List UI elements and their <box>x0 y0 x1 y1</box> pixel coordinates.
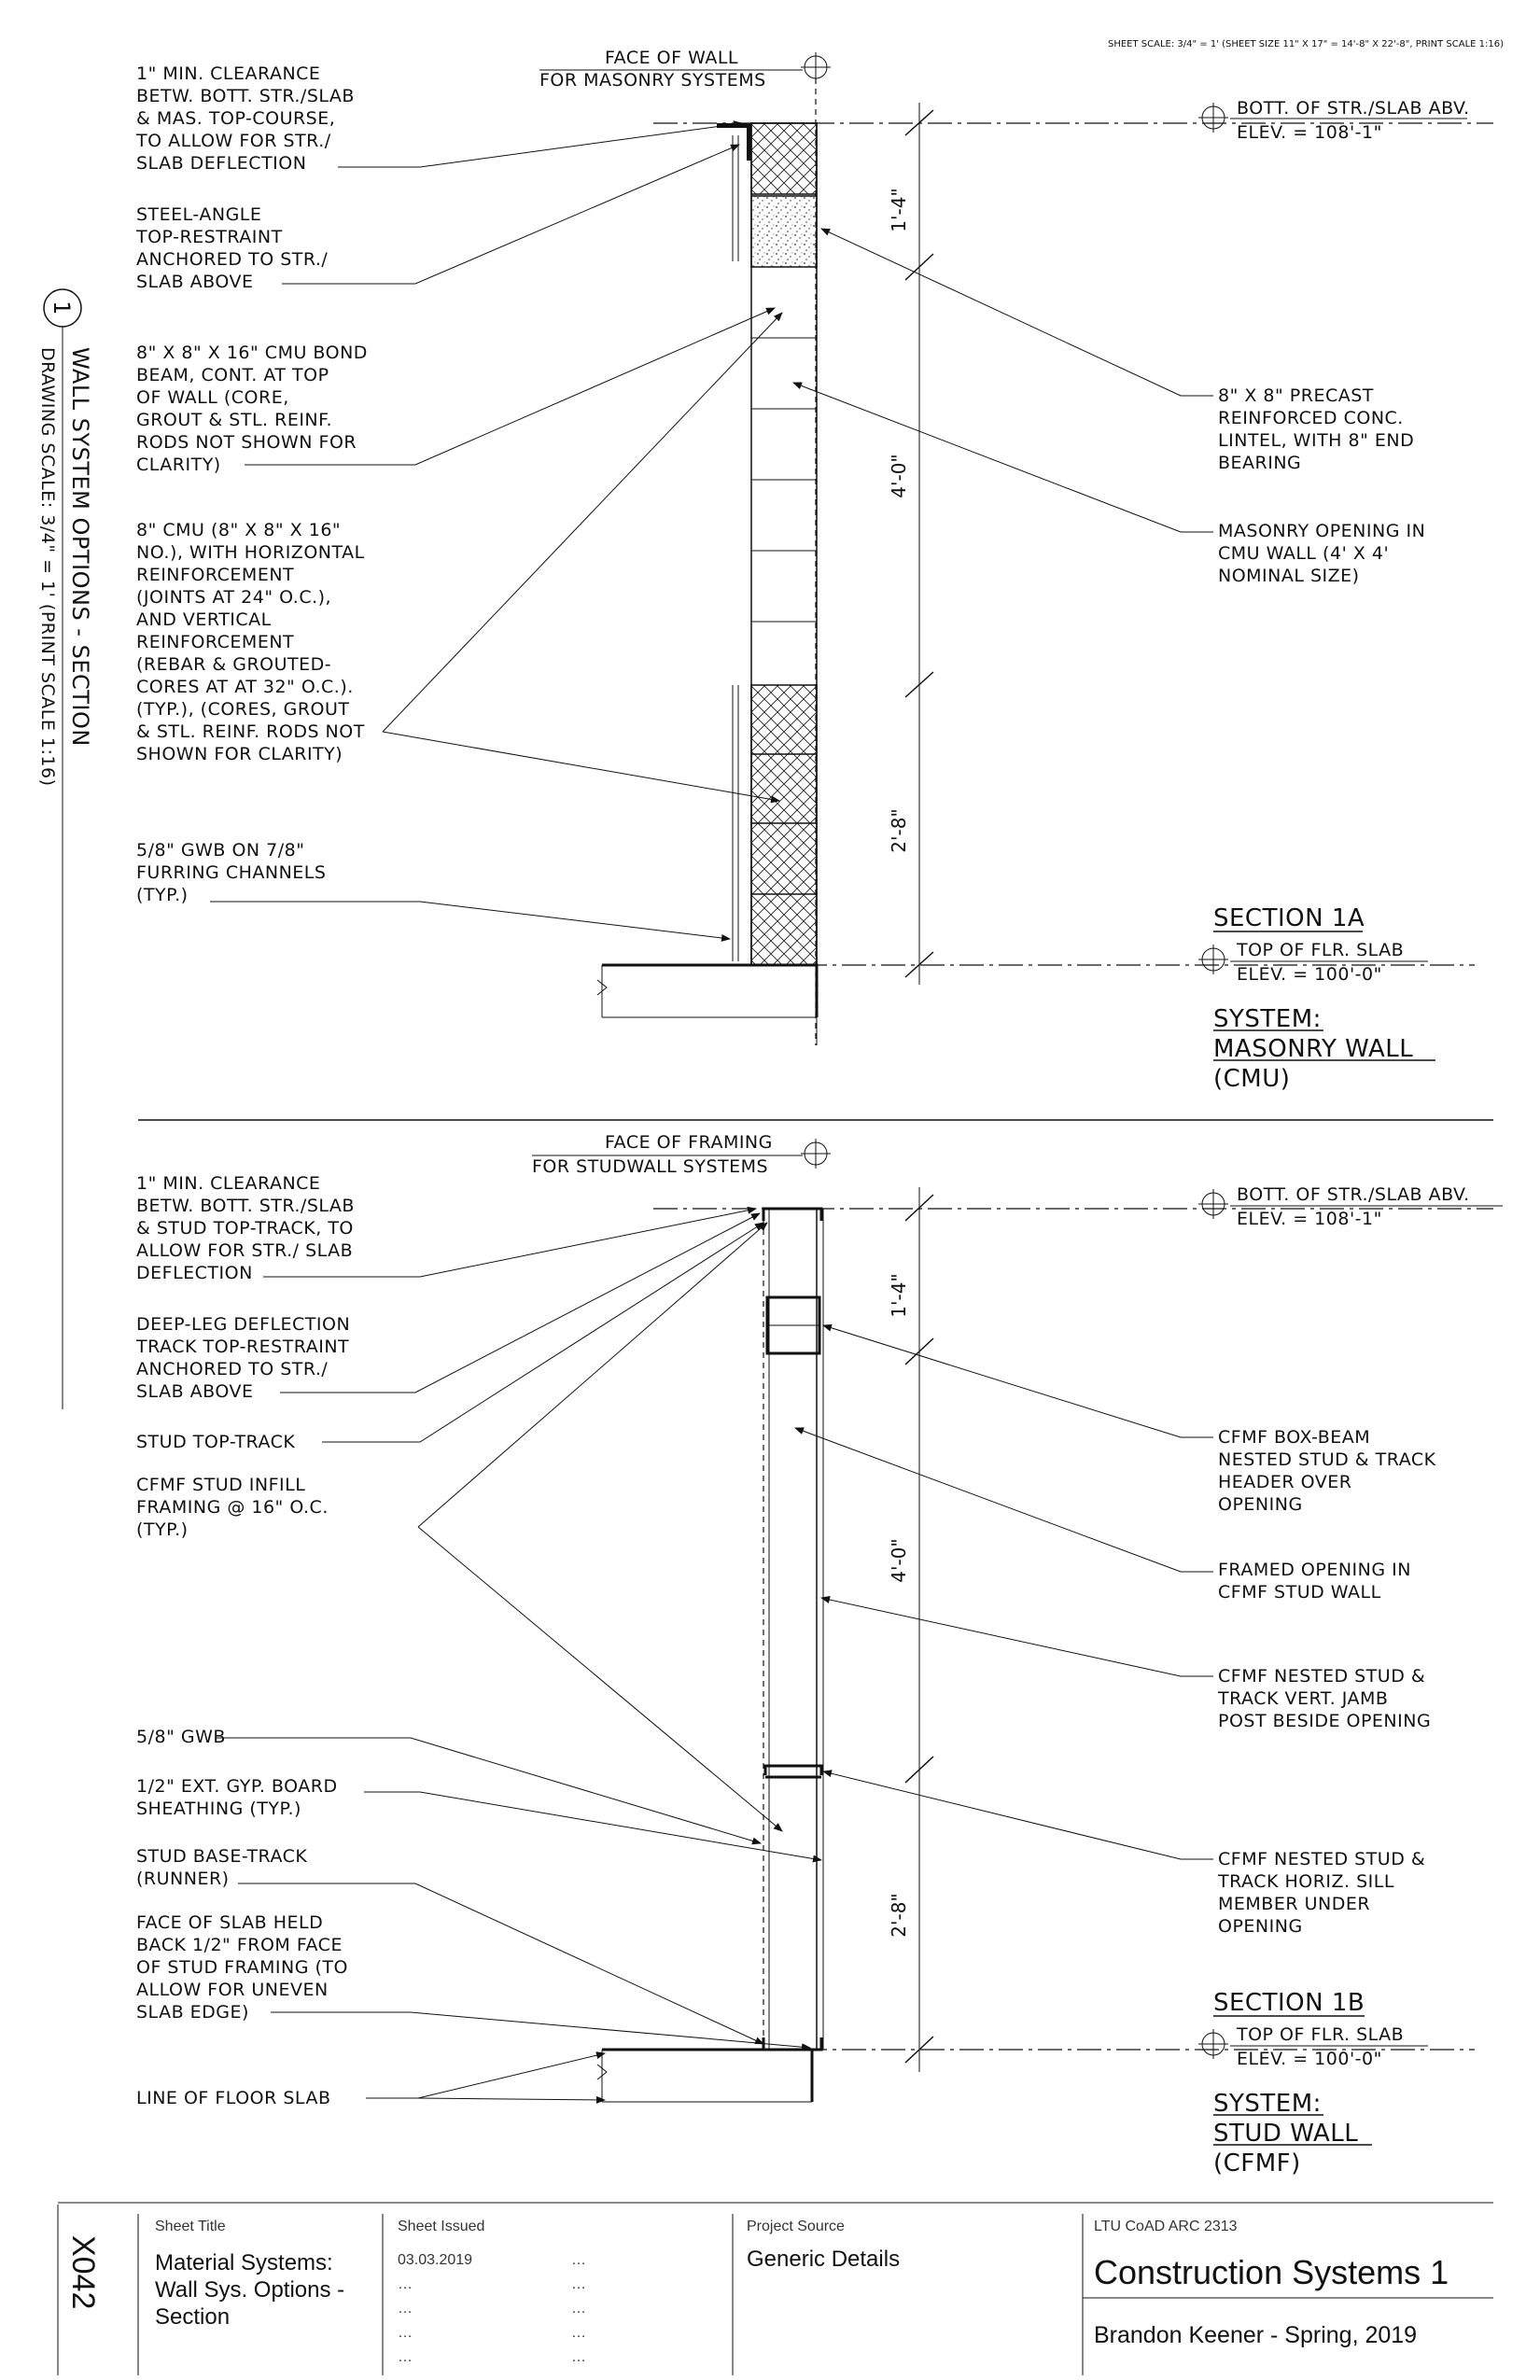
side-title-text: WALL SYSTEM OPTIONS - SECTION <box>67 347 93 747</box>
system-label: SYSTEM: <box>1213 1005 1322 1033</box>
note-sill <box>823 1771 1425 1937</box>
note-floor-slab <box>136 2053 605 2108</box>
side-title-scale: DRAWING SCALE: 3/4" = 1' (PRINT SCALE 1:16) <box>37 347 58 787</box>
svg-text:CFMF NESTED STUD &TRACK HORIZ.: CFMF NESTED STUD & TRACK HORIZ. SILL MEMBER UNDER OPENING <box>1218 1849 1426 1937</box>
svg-text:MASONRY OPENING INCMU WALL (4': MASONRY OPENING IN CMU WALL (4' X 4' NOMINAL SIZE) <box>1218 521 1426 586</box>
dim-bottom: 2'-8" <box>888 1893 910 1938</box>
course-code: LTU CoAD ARC 2313 <box>1094 2219 1238 2234</box>
project-source-label: Project Source <box>747 2219 845 2234</box>
bottom-elev-value: ELEV. = 100'-0" <box>1237 964 1382 985</box>
title-block <box>58 2203 1493 2375</box>
svg-text:8" CMU (8" X 8" X 16"NO.), WIT: 8" CMU (8" X 8" X 16" NO.), WITH HORIZONTAL REINFORCEMENT (JOINTS AT 24" O.C.), AND VERTICAL REINFORCEMENT (REBAR & GROUTED-CORES AT AT 32" O.C.). (TYP.), (CORES, GROUT & STL. REINF. RODS NOT SHOWN FOR CLARITY) <box>136 520 365 764</box>
bond-beam <box>751 123 817 194</box>
section-1b <box>135 1132 1503 2177</box>
dim-bottom: 2'-8" <box>888 808 910 853</box>
bottom-elev-label: TOP OF FLR. SLAB <box>1237 2024 1405 2045</box>
sheet-number: X042 <box>65 2235 101 2310</box>
face-label-2: FOR STUDWALL SYSTEMS <box>532 1156 769 1177</box>
section-title: SECTION 1A <box>1213 904 1365 932</box>
svg-text:8" X 8" X 16" CMU BONDBEAM, CO: 8" X 8" X 16" CMU BOND BEAM, CONT. AT TOP OF WALL (CORE, GROUT & STL. REINF. RODS NOT SHOWN FOR CLARITY) <box>136 343 368 475</box>
svg-text:CFMF NESTED STUD &TRACK VERT.: CFMF NESTED STUD & TRACK VERT. JAMB POST BESIDE OPENING <box>1218 1666 1432 1731</box>
svg-text:LINE OF FLOOR SLAB: LINE OF FLOOR SLAB <box>136 2088 331 2108</box>
top-track <box>763 1209 821 1221</box>
svg-text:8" X 8" PRECASTREINFORCED CONC: 8" X 8" PRECAST REINFORCED CONC. LINTEL, WITH 8" END BEARING <box>1218 385 1415 473</box>
author: Brandon Keener - Spring, 2019 <box>1094 2322 1418 2348</box>
note-box-beam <box>823 1325 1436 1515</box>
svg-text:1" MIN. CLEARANCEBETW. BOTT. S: 1" MIN. CLEARANCE BETW. BOTT. STR./SLAB & MAS. TOP-COURSE, TO ALLOW FOR STR./ SLAB DEFLECTION <box>136 63 355 174</box>
svg-text:STUD TOP-TRACK: STUD TOP-TRACK <box>136 1432 296 1452</box>
svg-text:STUD BASE-TRACK(RUNNER): STUD BASE-TRACK (RUNNER) <box>136 1846 308 1889</box>
bottom-elev-label: TOP OF FLR. SLAB <box>1237 940 1405 960</box>
svg-text:FACE OF SLAB HELDBACK 1/2" FRO: FACE OF SLAB HELD BACK 1/2" FROM FACE OF STUD FRAMING (TO ALLOW FOR UNEVEN SLAB EDGE) <box>136 1912 348 2023</box>
floor-slab <box>602 2050 812 2102</box>
note-bond-beam <box>136 308 775 475</box>
note-jamb-post <box>821 1598 1431 1731</box>
sheet-issued-date: 03.03.2019 <box>398 2252 473 2268</box>
detail-number: 1 <box>49 301 75 315</box>
floor-slab <box>602 965 817 1017</box>
note-lintel <box>821 229 1414 473</box>
note-clearance <box>136 1173 756 1283</box>
project-source: Generic Details <box>747 2247 901 2272</box>
section-1a <box>135 48 1493 1093</box>
top-elev-value: ELEV. = 108'-1" <box>1237 1209 1382 1229</box>
course-title: Construction Systems 1 <box>1094 2253 1449 2291</box>
sill-member <box>765 1766 821 1775</box>
face-label-1: FACE OF FRAMING <box>605 1132 773 1153</box>
base-track <box>763 2037 821 2050</box>
svg-text:1/2" EXT. GYP. BOARDSHEATHING: 1/2" EXT. GYP. BOARD SHEATHING (TYP.) <box>136 1776 338 1819</box>
svg-text:5/8" GWB: 5/8" GWB <box>136 1727 226 1747</box>
sheet-scale-note: SHEET SCALE: 3/4" = 1' (SHEET SIZE 11" X 17" = 14'-8" X 22'-8", PRINT SCALE 1:16) <box>1108 39 1504 49</box>
bottom-elev-value: ELEV. = 100'-0" <box>1237 2049 1382 2069</box>
side-title <box>37 289 93 1409</box>
svg-text:…: … <box>398 2325 413 2341</box>
svg-text:5/8" GWB ON 7/8"FURRING CHANNE: 5/8" GWB ON 7/8" FURRING CHANNELS (TYP.) <box>136 840 327 905</box>
system-name: STUD WALL <box>1213 2120 1359 2148</box>
top-elev-value: ELEV. = 108'-1" <box>1237 122 1382 143</box>
svg-text:CFMF STUD INFILLFRAMING @ 16": CFMF STUD INFILL FRAMING @ 16" O.C. (TYP.) <box>136 1475 329 1540</box>
system-name: MASONRY WALL <box>1213 1035 1414 1063</box>
note-gwb <box>136 840 730 939</box>
top-elev-label: BOTT. OF STR./SLAB ABV. <box>1237 98 1470 119</box>
steel-angle <box>717 123 751 161</box>
svg-text:DEEP-LEG DEFLECTIONTRACK TOP-R: DEEP-LEG DEFLECTION TRACK TOP-RESTRAINT ANCHORED TO STR./ SLAB ABOVE <box>136 1314 351 1402</box>
top-elev-label: BOTT. OF STR./SLAB ABV. <box>1237 1184 1470 1205</box>
dim-top: 1'-4" <box>888 1273 910 1318</box>
lintel <box>751 196 817 267</box>
svg-text:…: … <box>398 2349 413 2365</box>
note-cmu <box>136 313 782 801</box>
svg-text:…: … <box>571 2252 586 2268</box>
svg-text:…: … <box>571 2301 586 2317</box>
face-label-1: FACE OF WALL <box>605 48 738 68</box>
svg-text:…: … <box>398 2301 413 2317</box>
sheet-title-label: Sheet Title <box>155 2219 226 2234</box>
dim-top: 1'-4" <box>888 188 910 232</box>
svg-text:…: … <box>571 2325 586 2341</box>
face-label-2: FOR MASONRY SYSTEMS <box>539 70 766 91</box>
sheet-title: Material Systems: Wall Sys. Options -Section <box>155 2250 345 2330</box>
section-title: SECTION 1B <box>1213 1989 1365 2017</box>
svg-text:FRAMED OPENING INCFMF STUD WAL: FRAMED OPENING IN CFMF STUD WALL <box>1218 1560 1411 1603</box>
system-label: SYSTEM: <box>1213 2090 1322 2118</box>
svg-text:…: … <box>571 2276 586 2292</box>
svg-text:…: … <box>398 2276 413 2292</box>
dim-opening: 4'-0" <box>888 1538 910 1583</box>
dim-opening: 4'-0" <box>888 454 910 498</box>
svg-text:STEEL-ANGLETOP-RESTRAINTANCHOR: STEEL-ANGLE TOP-RESTRAINT ANCHORED TO STR./ SLAB ABOVE <box>136 204 329 292</box>
system-abbrev: (CMU) <box>1213 1065 1291 1093</box>
note-slab-setback <box>136 1912 810 2048</box>
svg-text:…: … <box>571 2349 586 2365</box>
svg-text:CFMF BOX-BEAMNESTED STUD & TRA: CFMF BOX-BEAM NESTED STUD & TRACK HEADER OVER OPENING <box>1218 1427 1436 1515</box>
system-abbrev: (CFMF) <box>1213 2149 1301 2177</box>
lower-cmu <box>751 685 817 965</box>
sheet-issued-label: Sheet Issued <box>398 2219 485 2234</box>
svg-text:1" MIN. CLEARANCEBETW. BOTT. S: 1" MIN. CLEARANCE BETW. BOTT. STR./SLAB & STUD TOP-TRACK, TO ALLOW FOR STR./ SLAB DEFLECTION <box>136 1173 355 1283</box>
